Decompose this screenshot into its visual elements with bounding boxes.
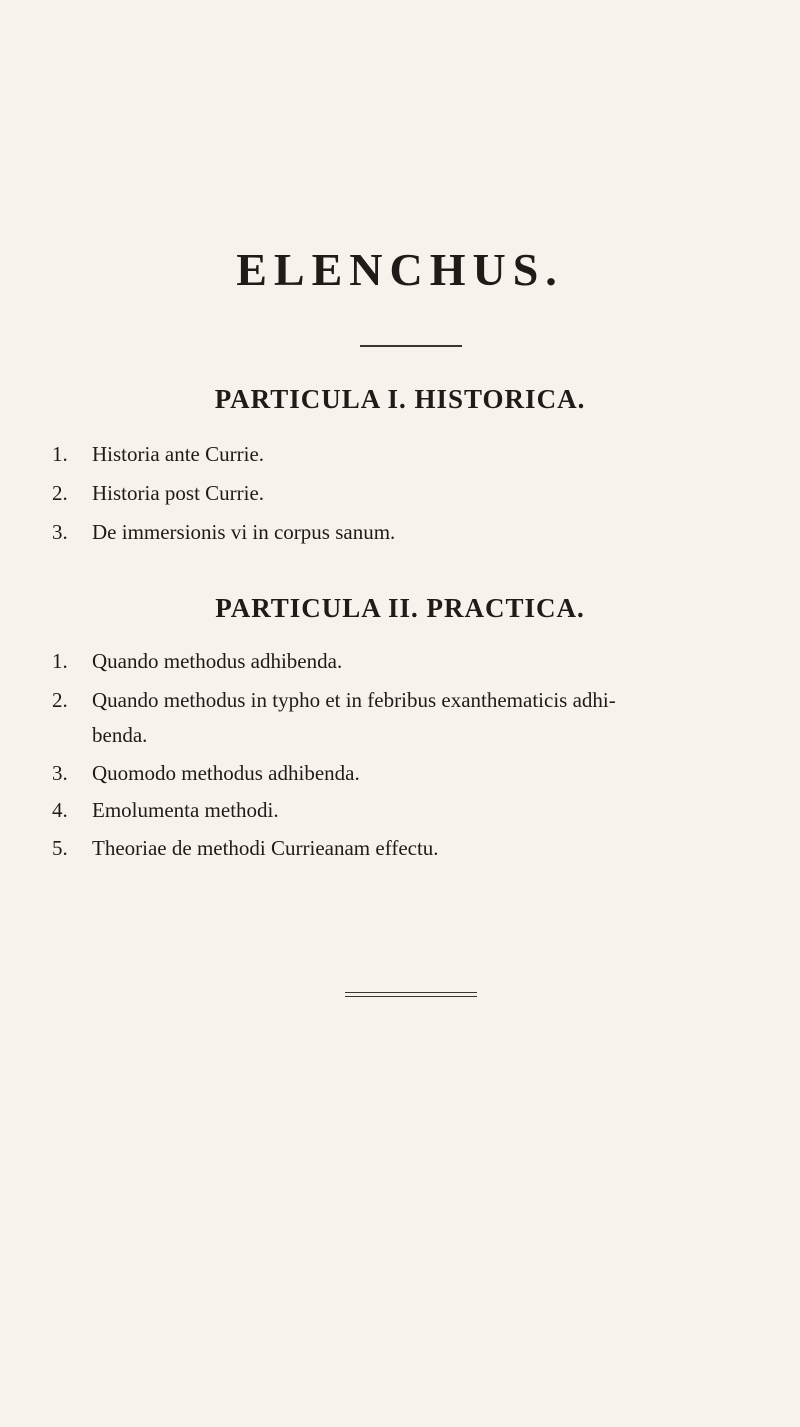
item-text-continuation: benda. — [92, 723, 148, 747]
section-heading-historica: PARTICULA I. HISTORICA. — [214, 384, 586, 414]
item-text: Quomodo methodus adhibenda. — [92, 761, 360, 785]
section-heading-practica: PARTICULA II. PRACTICA. — [215, 593, 585, 623]
document-title: ELENCHUS. — [236, 244, 564, 295]
item-number: 2. — [52, 481, 68, 505]
item-text: Emolumenta methodi. — [92, 798, 279, 822]
item-number: 1. — [52, 442, 68, 466]
item-number: 5. — [52, 836, 68, 860]
item-number: 3. — [52, 761, 68, 785]
item-text: Quando methodus adhibenda. — [92, 649, 343, 673]
item-number: 2. — [52, 688, 68, 712]
item-text: De immersionis vi in corpus sanum. — [92, 520, 396, 544]
item-text: Historia ante Currie. — [92, 442, 265, 466]
closing-rule-lower — [345, 996, 477, 997]
item-text: Theoriae de methodi Currieanam effectu. — [92, 836, 439, 860]
closing-rule-upper — [345, 992, 477, 993]
item-number: 1. — [52, 649, 68, 673]
item-text: Quando methodus in typho et in febribus exanthematicis adhi- — [92, 688, 616, 712]
item-text: Historia post Currie. — [92, 481, 265, 505]
item-number: 4. — [52, 798, 68, 822]
item-number: 3. — [52, 520, 68, 544]
title-rule — [360, 345, 462, 347]
